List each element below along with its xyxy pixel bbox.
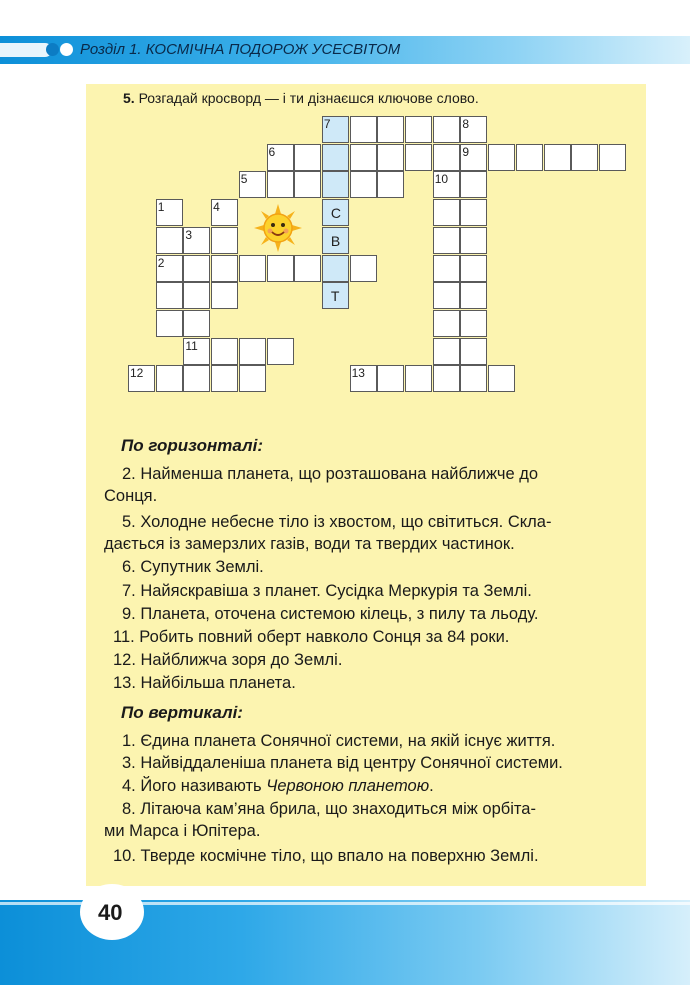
crossword-cell[interactable] (405, 116, 432, 143)
crossword-cell[interactable] (294, 144, 321, 171)
clue-horizontal-5: 5. Холодне небесне тіло із хвостом, що світиться. Скла- (122, 513, 552, 531)
clue-vertical-10: 10. Тверде космічне тіло, що впало на поверхню Землі. (113, 847, 539, 865)
crossword-cell[interactable] (488, 144, 515, 171)
given-letter: С (330, 205, 342, 222)
clue-horizontal-12: 12. Найближча зоря до Землі. (113, 651, 343, 669)
clue-vertical-8: 8. Літаюча кам’яна брила, що знаходиться між орбіта- (122, 800, 536, 818)
crossword-cell[interactable] (211, 227, 238, 254)
crossword-cell[interactable] (350, 255, 377, 282)
given-letter: В (330, 232, 341, 249)
crossword-cell[interactable] (294, 171, 321, 198)
clue-horizontal-5-cont: дається із замерзлих газів, води та твердих частинок. (104, 535, 515, 553)
crossword-cell[interactable] (350, 116, 377, 143)
clue-horizontal-11: 11. Робить повний оберт навколо Сонця за 84 роки. (113, 628, 510, 646)
clue-number-1: 1 (157, 200, 165, 215)
crossword-cell[interactable] (377, 116, 404, 143)
clue-number-6: 6 (268, 144, 276, 159)
clue-number-5: 5 (240, 172, 248, 187)
crossword-cell[interactable] (460, 255, 487, 282)
clue-number-10: 10 (434, 172, 449, 187)
clue-vertical-8-cont: ми Марса і Юпітера. (104, 822, 261, 840)
crossword-cell[interactable] (460, 171, 487, 198)
crossword-cell[interactable] (377, 365, 404, 392)
crossword-cell[interactable] (156, 282, 183, 309)
crossword-cell[interactable] (571, 144, 598, 171)
crossword-cell[interactable] (294, 255, 321, 282)
clue-number-2: 2 (157, 255, 165, 270)
crossword-cell[interactable] (156, 227, 183, 254)
clue-vertical-3: 3. Найвіддаленіша планета від центру Сонячної системи. (122, 754, 563, 772)
clue-horizontal-13: 13. Найбільша планета. (113, 674, 296, 692)
crossword-cell[interactable] (433, 338, 460, 365)
clue-number-7: 7 (323, 117, 331, 131)
page-number: 40 (98, 900, 123, 925)
clue-number-12: 12 (130, 366, 144, 381)
crossword-cell[interactable] (183, 282, 210, 309)
clue-number-13: 13 (351, 366, 365, 381)
crossword-cell[interactable] (377, 144, 404, 171)
crossword-cell[interactable] (433, 310, 460, 337)
crossword-cell[interactable] (460, 365, 487, 392)
crossword-cell[interactable] (460, 227, 487, 254)
clue-horizontal-7: 7. Найяскравіша з планет. Сусідка Меркурія та Землі. (122, 582, 532, 600)
crossword-cell[interactable] (267, 171, 294, 198)
clue-number-8: 8 (462, 117, 470, 131)
crossword-cell[interactable] (350, 144, 377, 171)
crossword-cell[interactable] (211, 255, 238, 282)
crossword-cell[interactable] (211, 282, 238, 309)
vertical-title: По вертикалі: (121, 703, 243, 722)
crossword-cell[interactable] (267, 338, 294, 365)
crossword-cell[interactable] (267, 255, 294, 282)
crossword-cell[interactable] (516, 144, 543, 171)
clue-vertical-4-text: 4. Його називають (122, 777, 267, 795)
crossword-cell[interactable] (433, 116, 460, 143)
crossword-cell[interactable] (156, 365, 183, 392)
crossword-cell[interactable] (183, 310, 210, 337)
crossword-grid (0, 0, 690, 420)
clue-number-9: 9 (462, 144, 470, 159)
crossword-cell[interactable] (433, 199, 460, 226)
task-text: Розгадай кросворд — і ти дізнаєшся ключове слово. (134, 90, 479, 106)
crossword-cell[interactable] (433, 365, 460, 392)
crossword-cell[interactable] (211, 365, 238, 392)
crossword-cell[interactable] (460, 338, 487, 365)
crossword-cell[interactable] (460, 282, 487, 309)
crossword-cell[interactable] (239, 338, 266, 365)
crossword-cell[interactable] (377, 171, 404, 198)
clue-vertical-4 (122, 775, 434, 797)
crossword-cell[interactable] (322, 144, 349, 171)
clue-horizontal-2-cont: Сонця. (104, 487, 158, 505)
clue-vertical-1: 1. Єдина планета Сонячної системи, на якій існує життя. (122, 732, 556, 750)
crossword-cell[interactable] (239, 255, 266, 282)
crossword-cell[interactable] (183, 255, 210, 282)
clue-number-3: 3 (185, 227, 193, 242)
crossword-cell[interactable] (460, 310, 487, 337)
section-title: Розділ 1. КОСМІЧНА ПОДОРОЖ УСЕСВІТОМ (80, 41, 401, 58)
crossword-cell[interactable] (433, 144, 460, 171)
crossword-cell[interactable] (211, 338, 238, 365)
given-letter: Т (330, 288, 340, 305)
clue-horizontal-9: 9. Планета, оточена системою кілець, з пилу та льоду. (122, 605, 539, 623)
crossword-cell[interactable] (239, 365, 266, 392)
crossword-cell[interactable] (544, 144, 571, 171)
crossword-cell[interactable] (350, 171, 377, 198)
crossword-cell[interactable] (488, 365, 515, 392)
crossword-cell[interactable] (322, 255, 349, 282)
crossword-cell[interactable] (322, 171, 349, 198)
crossword-cell[interactable] (433, 227, 460, 254)
crossword-cell[interactable] (433, 282, 460, 309)
clue-number-4: 4 (213, 200, 220, 215)
clue-horizontal-6: 6. Супутник Землі. (122, 558, 264, 576)
crossword-cell[interactable] (405, 144, 432, 171)
clue-number-11: 11 (185, 338, 198, 353)
horizontal-title: По горизонталі: (121, 436, 263, 455)
clue-vertical-4-end: . (429, 777, 434, 795)
crossword-cell[interactable] (183, 365, 210, 392)
task-number: 5. (123, 90, 135, 106)
crossword-cell[interactable] (460, 199, 487, 226)
crossword-cell[interactable] (156, 310, 183, 337)
clue-horizontal-2: 2. Найменша планета, що розташована найближче до (122, 465, 539, 483)
crossword-cell[interactable] (599, 144, 626, 171)
sun-icon (254, 204, 302, 252)
crossword-cell[interactable] (405, 365, 432, 392)
clue-vertical-4-italic: Червоною планетою (266, 777, 430, 795)
crossword-cell[interactable] (433, 255, 460, 282)
